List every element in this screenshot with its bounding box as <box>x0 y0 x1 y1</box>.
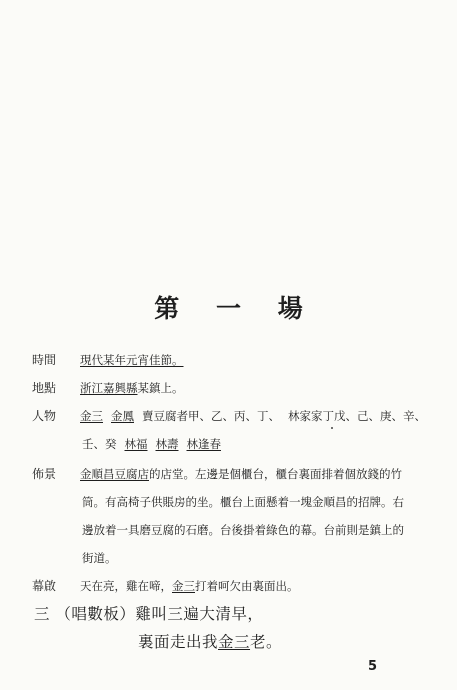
character-group: 壬、癸 <box>82 437 117 451</box>
shop-name: 金順昌豆腐店 <box>80 467 149 481</box>
place-label: 地點 <box>32 381 57 395</box>
set-line-2: 筒。有高椅子供賬房的坐。櫃台上面懸着一塊金順昌的招牌。右 <box>82 495 404 509</box>
character-name: 金鳳 <box>111 409 134 423</box>
ink-speck <box>331 427 333 429</box>
character-group: 林家家丁戊、己、庚、辛、 <box>288 409 426 423</box>
place-value-county: 浙江嘉興縣 <box>80 381 138 395</box>
characters-label: 人物 <box>32 409 57 423</box>
time-value: 現代某年元宵佳節。 <box>80 353 184 367</box>
character-name: 林福 <box>124 437 148 451</box>
characters-row <box>32 408 426 424</box>
character-group: 賣豆腐者甲、乙、丙、丁、 <box>142 409 280 423</box>
set-text: 的店堂。左邊是個櫃台，櫃台裏面排着個放錢的竹 <box>149 467 402 481</box>
dialogue-line-2 <box>138 632 282 652</box>
curtain-text: 天在亮，雞在啼， <box>80 579 172 593</box>
character-name: 金三 <box>218 633 251 651</box>
character-name: 林逢春 <box>186 437 221 451</box>
set-row <box>32 466 402 482</box>
curtain-row <box>32 578 299 594</box>
curtain-text: 打着呵欠由裏面出。 <box>195 579 299 593</box>
character-name: 金三 <box>172 579 195 593</box>
dialogue-text: 裏面走出我 <box>138 633 219 651</box>
characters-row-cont <box>82 436 221 452</box>
page-number: 5 <box>368 659 378 674</box>
set-line-3: 邊放着一具磨豆腐的石磨。台後掛着綠色的幕。台前則是鎮上的 <box>82 523 404 537</box>
time-label: 時間 <box>32 353 57 367</box>
curtain-label: 幕啟 <box>32 579 57 593</box>
place-value-town: 某鎮上。 <box>137 381 184 395</box>
set-label: 佈景 <box>32 467 57 481</box>
dialogue-line-1: 三 （唱數板）雞叫三遍大清早， <box>34 605 264 623</box>
place-row <box>32 380 184 396</box>
time-row <box>32 352 184 368</box>
dialogue-text: 老。 <box>250 633 283 651</box>
character-name: 金三 <box>80 409 103 423</box>
set-line-4: 街道。 <box>82 551 117 565</box>
scene-title: 第 一 場 <box>154 294 317 323</box>
character-name: 林壽 <box>155 437 179 451</box>
